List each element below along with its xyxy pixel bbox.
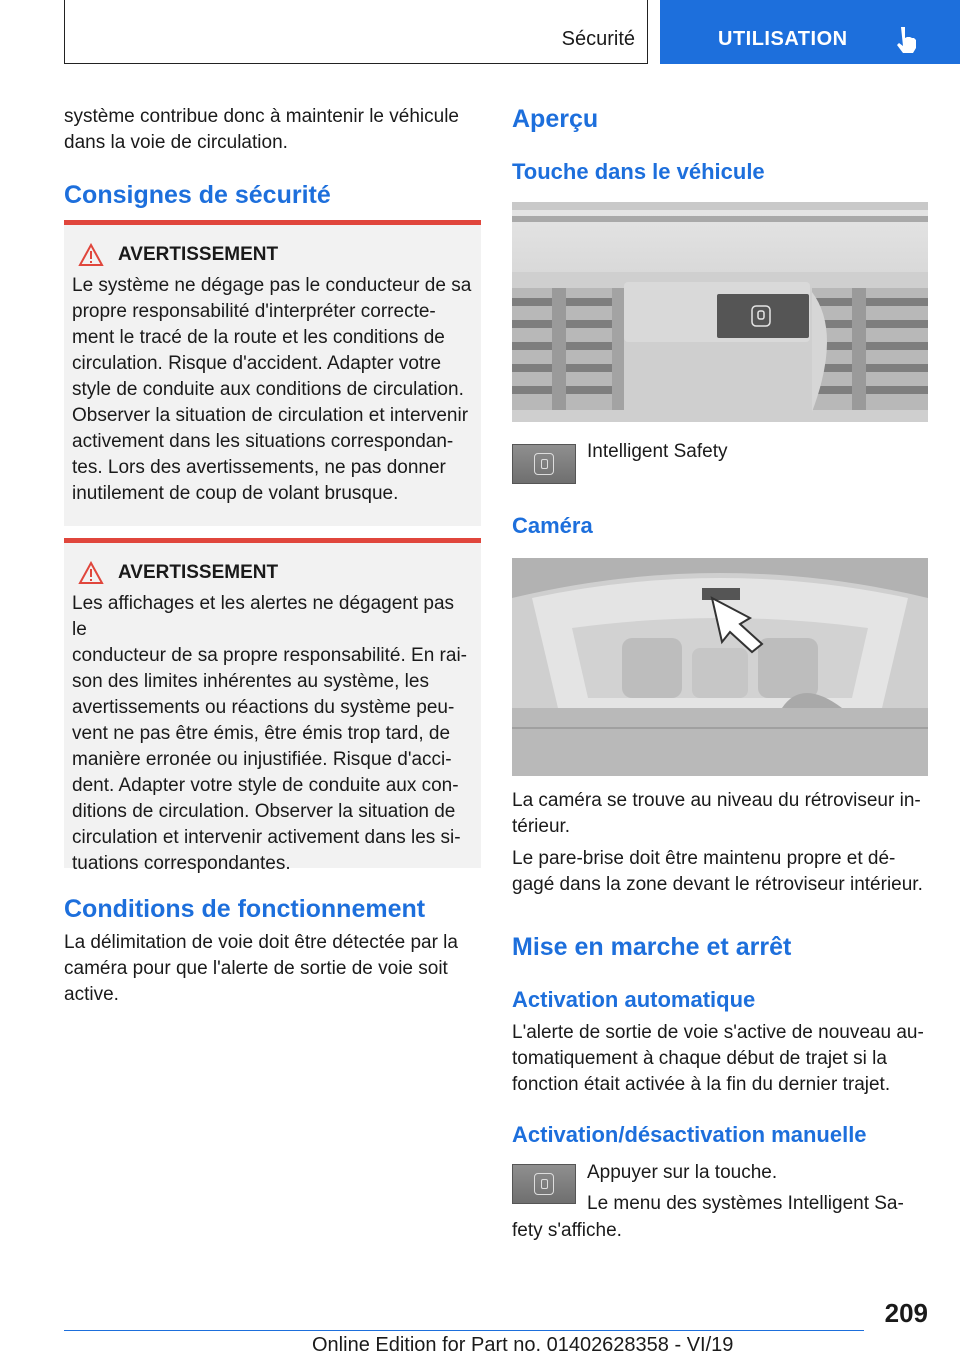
warning-title-row <box>72 243 473 267</box>
header-section-box <box>64 0 648 64</box>
page-number: 209 <box>884 1298 928 1328</box>
warning-title: AVERTISSEMENT <box>118 244 279 265</box>
warning-line: ditions de circulation. Observer la situation de <box>72 801 456 822</box>
warning-body-2 <box>72 591 473 877</box>
warning-line: manière erronée ou injustifiée. Risque d'acci- <box>72 749 452 770</box>
warning-line: circulation et intervenir activement dans les si- <box>72 827 461 848</box>
manual-step: Appuyer sur la touche. <box>587 1162 778 1183</box>
intelligent-safety-button-icon <box>512 1164 576 1204</box>
dashboard-button-photo <box>512 202 928 422</box>
warning-title-row <box>72 561 473 585</box>
text-line: Le pare-brise doit être maintenu propre et dé- <box>512 848 896 869</box>
conditions-heading: Conditions de fonctionnement <box>64 895 426 923</box>
chapter-title: UTILISATION <box>718 28 848 50</box>
section-title: Sécurité <box>561 28 635 50</box>
warning-line: Les affichages et les alertes ne dégagent pas le <box>72 593 455 640</box>
header-chapter-box <box>660 0 960 64</box>
intelligent-safety-button-icon <box>512 444 576 484</box>
warning-line: tes. Lors des avertissements, ne pas donner <box>72 457 446 478</box>
warning-line: dent. Adapter votre style de conduite aux con- <box>72 775 459 796</box>
text-line: La délimitation de voie doit être détectée par la <box>64 932 458 953</box>
text-line: fonction était activée à la fin du dernier trajet. <box>512 1074 891 1095</box>
auto-activation-paragraph <box>512 1020 932 1098</box>
warning-box-1 <box>64 220 481 526</box>
camera-paragraph-2 <box>512 846 932 898</box>
button-heading: Touche dans le véhicule <box>512 159 765 184</box>
overview-heading: Aperçu <box>512 105 599 133</box>
warning-body-1 <box>72 273 473 507</box>
text-line: térieur. <box>512 816 571 837</box>
text-line: gagé dans la zone devant le rétroviseur intérieur. <box>512 874 923 895</box>
warning-line: style de conduite aux conditions de circulation. <box>72 379 464 400</box>
warning-triangle-icon <box>78 243 104 267</box>
warning-line: avertissements ou réactions du système peu- <box>72 697 455 718</box>
warning-line: circulation. Risque d'accident. Adapter votre <box>72 353 442 374</box>
text-line: La caméra se trouve au niveau du rétroviseur in- <box>512 790 921 811</box>
warning-line: Observer la situation de circulation et intervenir <box>72 405 469 426</box>
text-line: active. <box>64 984 119 1005</box>
warning-line: tuations correspondantes. <box>72 853 291 874</box>
text-line: L'alerte de sortie de voie s'active de nouveau au- <box>512 1022 924 1043</box>
warning-line: activement dans les situations correspondan- <box>72 431 454 452</box>
manual-result-line-2: fety s'affiche. <box>512 1220 622 1241</box>
edition-footer: Online Edition for Part no. 01402628358 - VI/19 <box>312 1334 734 1356</box>
warning-line: inutilement de coup de volant brusque. <box>72 483 399 504</box>
warning-triangle-icon <box>78 561 104 585</box>
camera-heading: Caméra <box>512 513 593 538</box>
warning-box-2 <box>64 538 481 874</box>
warning-title: AVERTISSEMENT <box>118 562 279 583</box>
warning-line: son des limites inhérentes au système, les <box>72 671 429 692</box>
intro-paragraph <box>64 104 484 156</box>
intro-text: système contribue donc à maintenir le véhicule dans la voie de circulation. <box>64 106 459 153</box>
pointing-hand-icon <box>892 24 922 54</box>
text-line: caméra pour que l'alerte de sortie de voie soit <box>64 958 448 979</box>
auto-activation-heading: Activation automatique <box>512 987 756 1012</box>
warning-line: ment le tracé de la route et les conditions de <box>72 327 445 348</box>
warning-line: propre responsabilité d'interpréter correcte- <box>72 301 436 322</box>
manual-activation-heading: Activation/désactivation manuelle <box>512 1122 867 1147</box>
warning-line: Le système ne dégage pas le conducteur de sa <box>72 275 472 296</box>
camera-interior-photo <box>512 558 928 776</box>
warning-line: vent ne pas être émis, être émis trop tard, de <box>72 723 451 744</box>
camera-paragraph-1 <box>512 788 932 840</box>
button-caption: Intelligent Safety <box>587 441 728 462</box>
footer-rule <box>64 1330 864 1331</box>
warning-line: conducteur de sa propre responsabilité. En rai- <box>72 645 468 666</box>
onoff-heading: Mise en marche et arrêt <box>512 933 792 961</box>
manual-result-line-1: Le menu des systèmes Intelligent Sa- <box>587 1193 904 1214</box>
text-line: tomatiquement à chaque début de trajet si la <box>512 1048 887 1069</box>
conditions-paragraph <box>64 930 484 1008</box>
safety-heading: Consignes de sécurité <box>64 181 331 209</box>
